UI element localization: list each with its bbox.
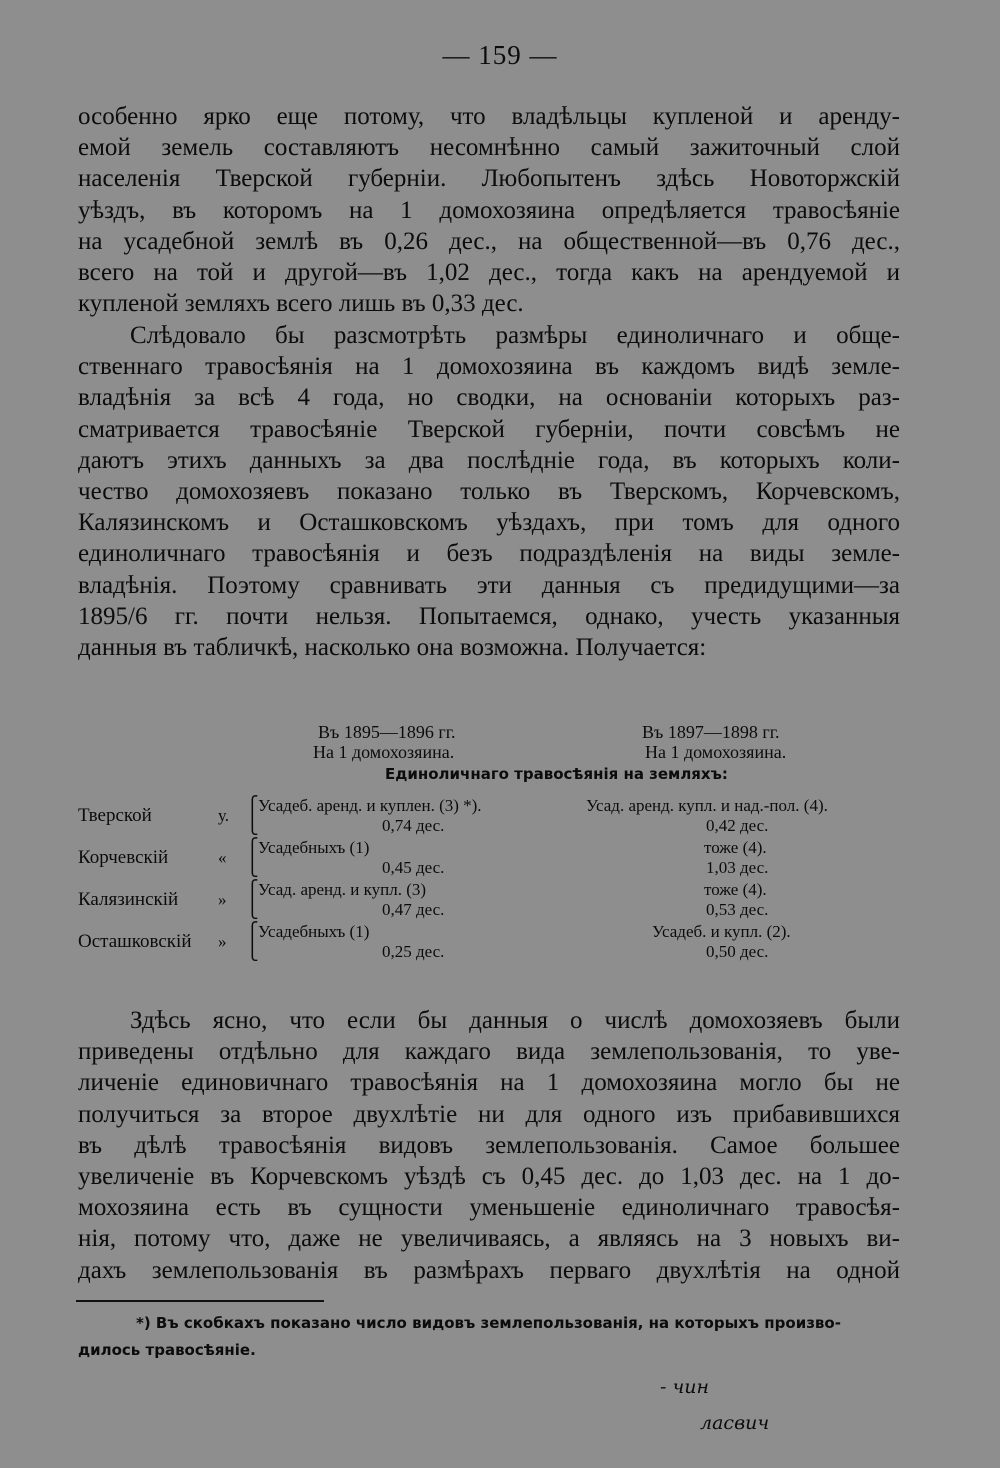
text-line: ственнаго травосѣянія на 1 домохозяина въ каждомъ видѣ земле-	[78, 353, 900, 381]
text-line: чество домохозяевъ показано только въ Тверскомъ, Корчевскомъ,	[78, 478, 900, 506]
text-line: населенія Тверской губерніи. Любопытенъ здѣсь Новоторжскій	[78, 165, 900, 193]
text-line: данныя въ табличкѣ, насколько она возможна. Получается:	[78, 634, 707, 662]
lands-1895: Усадебныхъ (1)	[258, 922, 370, 941]
text-line: 1895/6 гг. почти нельзя. Попытаемся, однако, учесть указанныя	[78, 602, 900, 630]
district-suffix: у.	[218, 806, 230, 825]
col1-per-header: На 1 домохозяина.	[313, 742, 455, 762]
text-line: владѣнія. Поэтому сравнивать эти данныя съ предидущими—за	[78, 571, 900, 599]
district-name: Корчевскій	[78, 847, 169, 868]
paragraph-3	[78, 1005, 900, 1286]
lands-1895: Усад. аренд. и купл. (3)	[258, 880, 427, 899]
text-line: купленой земляхъ всего лишь въ 0,33 дес.	[78, 290, 524, 318]
value-1895: 0,47 дес.	[382, 900, 445, 919]
handwritten-note: ласвич	[700, 1412, 770, 1434]
footnote	[78, 1310, 900, 1364]
col2-period-header: Въ 1897—1898 гг.	[642, 722, 780, 742]
value-1895: 0,45 дес.	[382, 858, 445, 877]
district-suffix: »	[218, 890, 227, 909]
text-line: всего на той и другой—въ 1,02 дес., тогда какъ на арендуемой и	[78, 259, 900, 287]
value-1897: 0,53 дес.	[706, 900, 769, 919]
value-1895: 0,74 дес.	[382, 816, 445, 835]
text-line: получиться за второе двухлѣтіе ни для одного изъ прибавившихся	[78, 1100, 900, 1128]
lands-1897: Усадеб. и купл. (2).	[652, 922, 791, 941]
text-line: Слѣдовало бы разсмотрѣть размѣры единоличнаго и обще-	[130, 322, 900, 349]
value-1897: 0,42 дес.	[706, 816, 769, 835]
district-name: Осташковскій	[78, 931, 192, 952]
district-suffix: «	[218, 848, 227, 867]
text-line: увеличеніе въ Корчевскомъ уѣздѣ съ 0,45 дес. до 1,03 дес. на 1 до-	[78, 1163, 900, 1191]
text-line: Калязинскомъ и Осташковскомъ уѣздахъ, при томъ для одного	[78, 509, 900, 537]
brace-icon: ⎧ ⎩	[246, 880, 259, 919]
table-caption: Единоличнаго травосѣянія на земляхъ:	[385, 765, 728, 783]
text-line: особенно ярко еще потому, что владѣльцы купленой и аренду-	[78, 103, 900, 130]
paragraph-1	[78, 101, 900, 319]
text-line: личеніе единовичнаго травосѣянія на 1 домохозяина могло бы не	[78, 1069, 900, 1097]
text-line: Здѣсь ясно, что если бы данныя о числѣ домохозяевъ были	[130, 1007, 900, 1034]
text-line: на усадебной землѣ въ 0,26 дес., на общественной—въ 0,76 дес.,	[78, 227, 900, 255]
col1-period-header: Въ 1895—1896 гг.	[318, 722, 456, 742]
lands-1897: Усад. аренд. купл. и над.-пол. (4).	[586, 796, 828, 815]
district-name: Тверской	[78, 805, 152, 826]
lands-1895: Усадеб. аренд. и куплен. (3) *).	[258, 796, 482, 815]
footnote-divider	[76, 1300, 324, 1302]
district-suffix: »	[218, 932, 227, 951]
lands-1897: тоже (4).	[704, 880, 767, 899]
text-line: единоличнаго травосѣянія и безъ подраздѣленія на виды земле-	[78, 540, 900, 568]
text-line: емой земель составляютъ несомнѣнно самый зажиточный слой	[78, 134, 900, 162]
value-1895: 0,25 дес.	[382, 942, 445, 961]
brace-icon: ⎧ ⎩	[246, 922, 259, 961]
page-number: — 159 —	[442, 40, 558, 70]
text-line: владѣнія за всѣ 4 года, но сводки, на основаніи которыхъ раз-	[78, 384, 900, 412]
lands-1897: тоже (4).	[704, 838, 767, 857]
paragraph-2	[78, 320, 900, 663]
text-line: сматривается травосѣяніе Тверской губерніи, почти совсѣмъ не	[78, 415, 900, 443]
text-line: нія, потому что, даже не увеличиваясь, а являясь на 3 новыхъ ви-	[78, 1225, 900, 1253]
value-1897: 0,50 дес.	[706, 942, 769, 961]
text-line: въ дѣлѣ травосѣянія видовъ землепользованія. Самое большее	[78, 1131, 900, 1159]
value-1897: 1,03 дес.	[706, 858, 769, 877]
text-line: даютъ этихъ данныхъ за два послѣдніе года, въ которыхъ коли-	[78, 446, 900, 474]
text-line: приведены отдѣльно для каждаго вида землепользованія, то уве-	[78, 1038, 900, 1066]
lands-1895: Усадебныхъ (1)	[258, 838, 370, 857]
footnote-line: *) Въ скобкахъ показано число видовъ землепользованія, на которыхъ произво-	[136, 1314, 841, 1332]
text-line: уѣздъ, въ которомъ на 1 домохозяина опредѣляется травосѣяніе	[78, 196, 900, 224]
handwritten-note: - чин	[660, 1376, 710, 1398]
brace-icon: ⎧ ⎩	[246, 838, 259, 877]
col2-per-header: На 1 домохозяина.	[645, 742, 787, 762]
text-line: мохозяина есть въ сущности уменьшеніе единоличнаго травосѣя-	[78, 1194, 900, 1222]
text-line: дахъ землепользованія въ размѣрахъ перваго двухлѣтія на одной	[78, 1256, 900, 1284]
brace-icon: ⎧ ⎩	[246, 796, 259, 835]
footnote-line: дилось травосѣяніе.	[78, 1341, 256, 1359]
district-name: Калязинскій	[78, 889, 179, 910]
comparison-table	[0, 718, 1000, 968]
